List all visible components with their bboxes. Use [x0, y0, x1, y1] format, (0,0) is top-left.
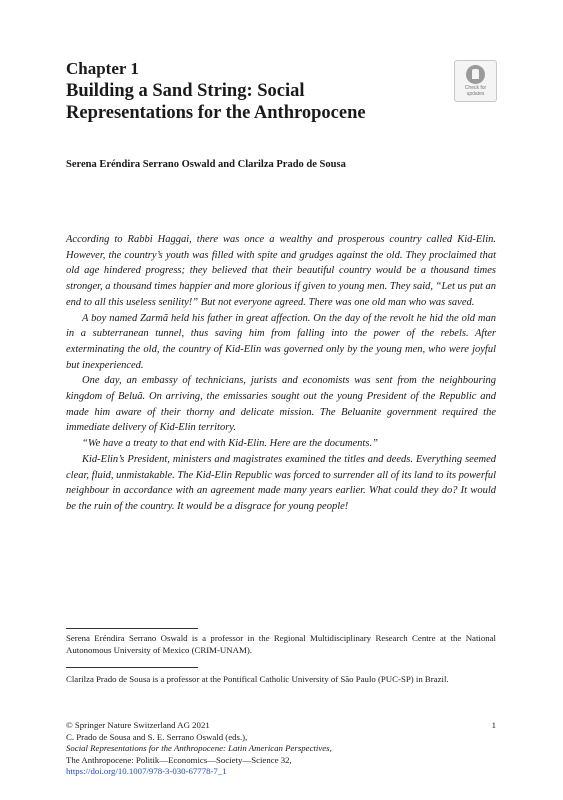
badge-text — [455, 85, 496, 97]
footnote-divider — [66, 667, 198, 668]
crossmark-bookmark-icon — [466, 65, 485, 84]
story-paragraph: According to Rabbi Haggai, there was once a wealthy and prosperous country called Kid-Elin. However, the country’s youth was filled with spite and grudges against the old. They proclaimed that old age hindered progress; they believed that their beautiful country would be a thousand times stronger, a thousand times happier and more glorious if given to young men. They said, “Let us put an end to all this useless senility!” But not everyone agreed. There was one old man who was saved. — [66, 234, 497, 308]
chapter-title — [66, 80, 466, 124]
footnote-divider — [66, 628, 198, 629]
authors: Serena Eréndira Serrano Oswald and Clarilza Prado de Sousa — [66, 159, 346, 170]
series-title: The Anthropocene: Politik—Economics—Society—Science 32, — [66, 754, 292, 765]
badge-text-line: updates — [466, 91, 485, 97]
copyright: © Springer Nature Switzerland AG 2021 — [66, 720, 210, 730]
badge-text-line: Check for — [464, 85, 487, 91]
author-note: Serena Eréndira Serrano Oswald is a professor in the Regional Multidisciplinary Research Centre at the National Autonomous University of Mexico (CRIM-UNAM). — [66, 633, 496, 655]
chapter-title-line: Building a Sand String: Social — [66, 81, 305, 101]
doi-link[interactable]: https://doi.org/10.1007/978-3-030-67778-7_1 — [66, 766, 227, 776]
chapter-title-line: Representations for the Anthropocene — [66, 103, 366, 123]
story-paragraph: A boy named Zarmã held his father in great affection. On the day of the revolt he hid the old man in a subterranean tunnel, thus saving him from falling into the power of the rebels. After exterminating the old, the country of Kid-Elin was governed only by the young men, who were joyful but inexperienced. — [66, 312, 496, 371]
editors: C. Prado de Sousa and S. E. Serrano Oswald (eds.), — [66, 731, 248, 742]
chapter-label: Chapter 1 — [66, 59, 139, 78]
story-paragraph: One day, an embassy of technicians, jurists and economists was sent from the neighbouring kingdom of Beluã. On arriving, the emissaries sought out the young President of the Republic and made him aware of their thorny and delicate mission. The Beluanite government required the immediate delivery of Kid-Elin territory. — [66, 375, 496, 434]
story-paragraph: “We have a treaty to that end with Kid-Elin. Here are the documents.” — [82, 438, 378, 450]
author-note: Clarilza Prado de Sousa is a professor at the Pontifical Catholic University of São Paulo (PUC-SP) in Brazil. — [66, 674, 449, 684]
book-title: Social Representations for the Anthropocene: Latin American Perspectives, — [66, 743, 332, 753]
story-text — [66, 232, 496, 515]
publication-footer — [66, 720, 496, 778]
story-paragraph: Kid-Elin’s President, ministers and magistrates examined the titles and deeds. Everything seemed clear, fluid, unmistakable. The Kid-Elin Republic was forced to surrender all of its land to its powerful neighbour in accordance with an agreement made many years earlier. What could they do? It would be the ruin of the country. It would be a disgrace for young people! — [66, 453, 496, 512]
page-number: 1 — [491, 720, 496, 730]
check-for-updates-badge[interactable] — [454, 60, 497, 102]
